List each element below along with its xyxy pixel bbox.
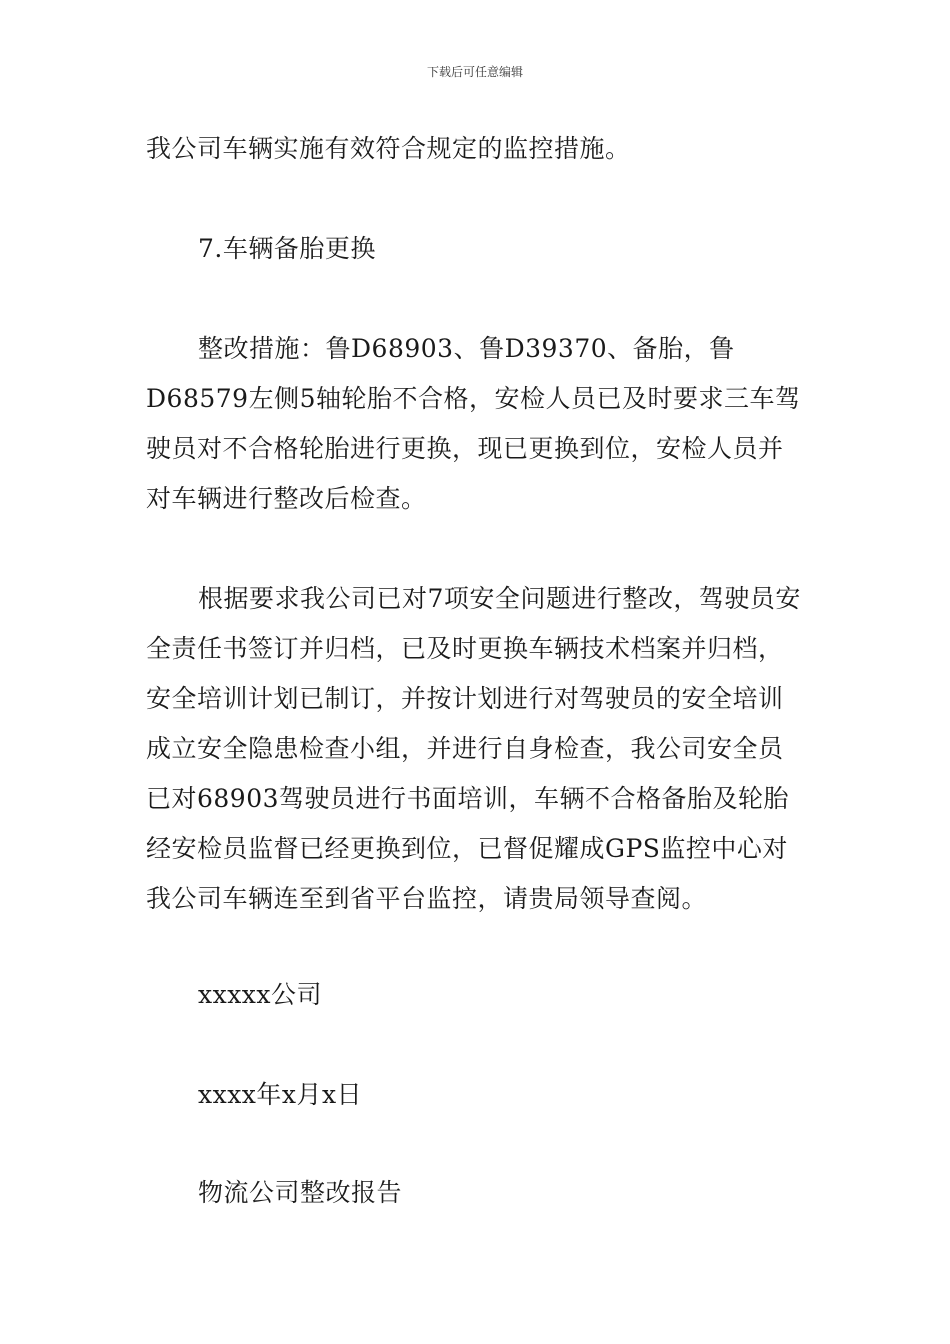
section-heading-spare-tire: 7.车辆备胎更换 (198, 234, 376, 263)
company-signature: xxxxx公司 (198, 980, 322, 1009)
next-section-title: 物流公司整改报告 (198, 1178, 403, 1207)
paragraph-summary: 根据要求我公司已对7项安全问题进行整改，驾驶员安全责任书签订并归档，已及时更换车辆技术档案并归档，安全培训计划已制订，并按计划进行对驾驶员的安全培训成立安全隐患检查小组，并进行自身检查，我公司安全员已对68903驾驶员进行书面培训，车辆不合格备胎及轮胎经安检员监督已经更换到位，已督促耀成GPS监控中心对我公司车辆连至到省平台监控，请贵局领导查阅。 (146, 584, 801, 913)
paragraph-rectification-measures: 整改措施：鲁D68903、鲁D39370、备胎，鲁D68579左侧5轴轮胎不合格，安检人员已及时要求三车驾驶员对不合格轮胎进行更换，现已更换到位，安检人员并对车辆进行整改后检查。 (146, 334, 801, 513)
document-date: xxxx年x月x日 (198, 1080, 363, 1109)
paragraph-monitoring: 我公司车辆实施有效符合规定的监控措施。 (146, 134, 631, 163)
page-header: 下载后可任意编辑 (426, 65, 523, 79)
